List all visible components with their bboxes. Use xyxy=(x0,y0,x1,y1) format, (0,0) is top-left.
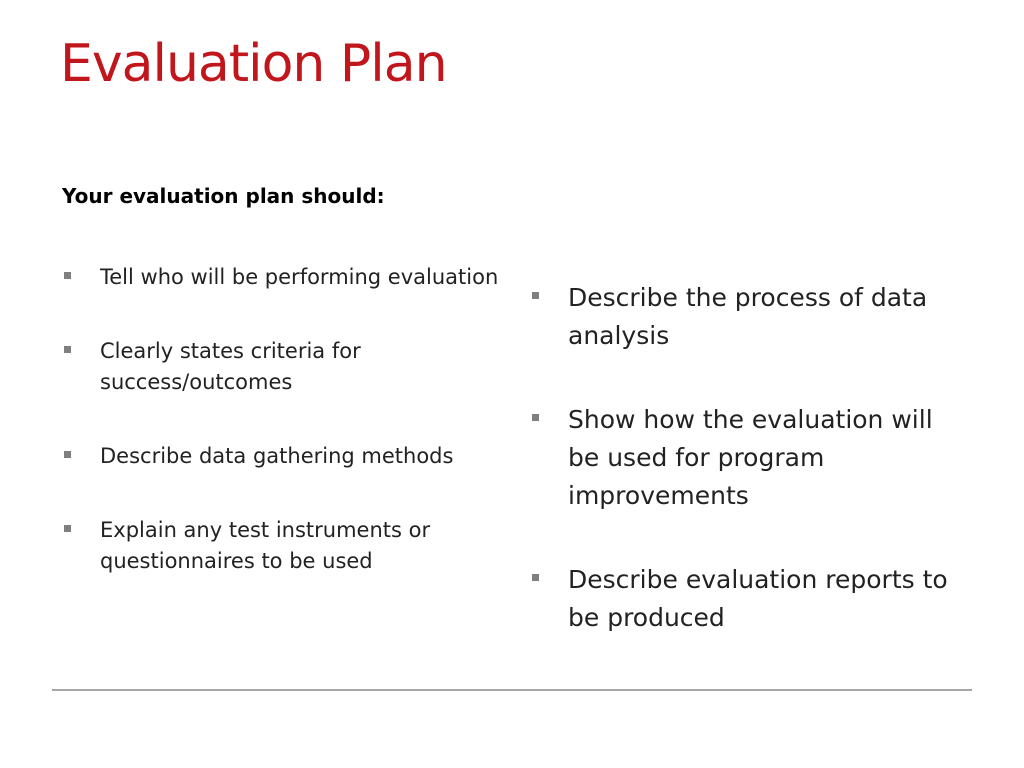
square-bullet-icon xyxy=(532,414,539,421)
list-item-text: Show how the evaluation will be used for program improvements xyxy=(568,405,933,510)
list-item xyxy=(62,336,502,398)
list-item xyxy=(530,401,970,515)
list-item xyxy=(62,515,502,577)
square-bullet-icon xyxy=(532,574,539,581)
list-item xyxy=(530,279,970,355)
list-item-text: Clearly states criteria for success/outcomes xyxy=(100,339,361,394)
slide-title: Evaluation Plan xyxy=(60,34,447,94)
left-bullet-list xyxy=(62,262,502,620)
list-item-text: Describe evaluation reports to be produced xyxy=(568,565,948,632)
footer-divider xyxy=(52,689,972,691)
square-bullet-icon xyxy=(532,292,539,299)
square-bullet-icon xyxy=(64,451,71,458)
list-item-text: Describe the process of data analysis xyxy=(568,283,928,350)
square-bullet-icon xyxy=(64,346,71,353)
list-item-text: Describe data gathering methods xyxy=(100,444,454,468)
square-bullet-icon xyxy=(64,525,71,532)
list-item-text: Tell who will be performing evaluation xyxy=(100,265,499,289)
list-item-text: Explain any test instruments or questionnaires to be used xyxy=(100,518,431,573)
list-item xyxy=(530,561,970,637)
list-item xyxy=(62,441,502,472)
slide-subheading: Your evaluation plan should: xyxy=(62,184,385,208)
square-bullet-icon xyxy=(64,272,71,279)
right-bullet-list xyxy=(530,279,970,683)
list-item xyxy=(62,262,502,293)
